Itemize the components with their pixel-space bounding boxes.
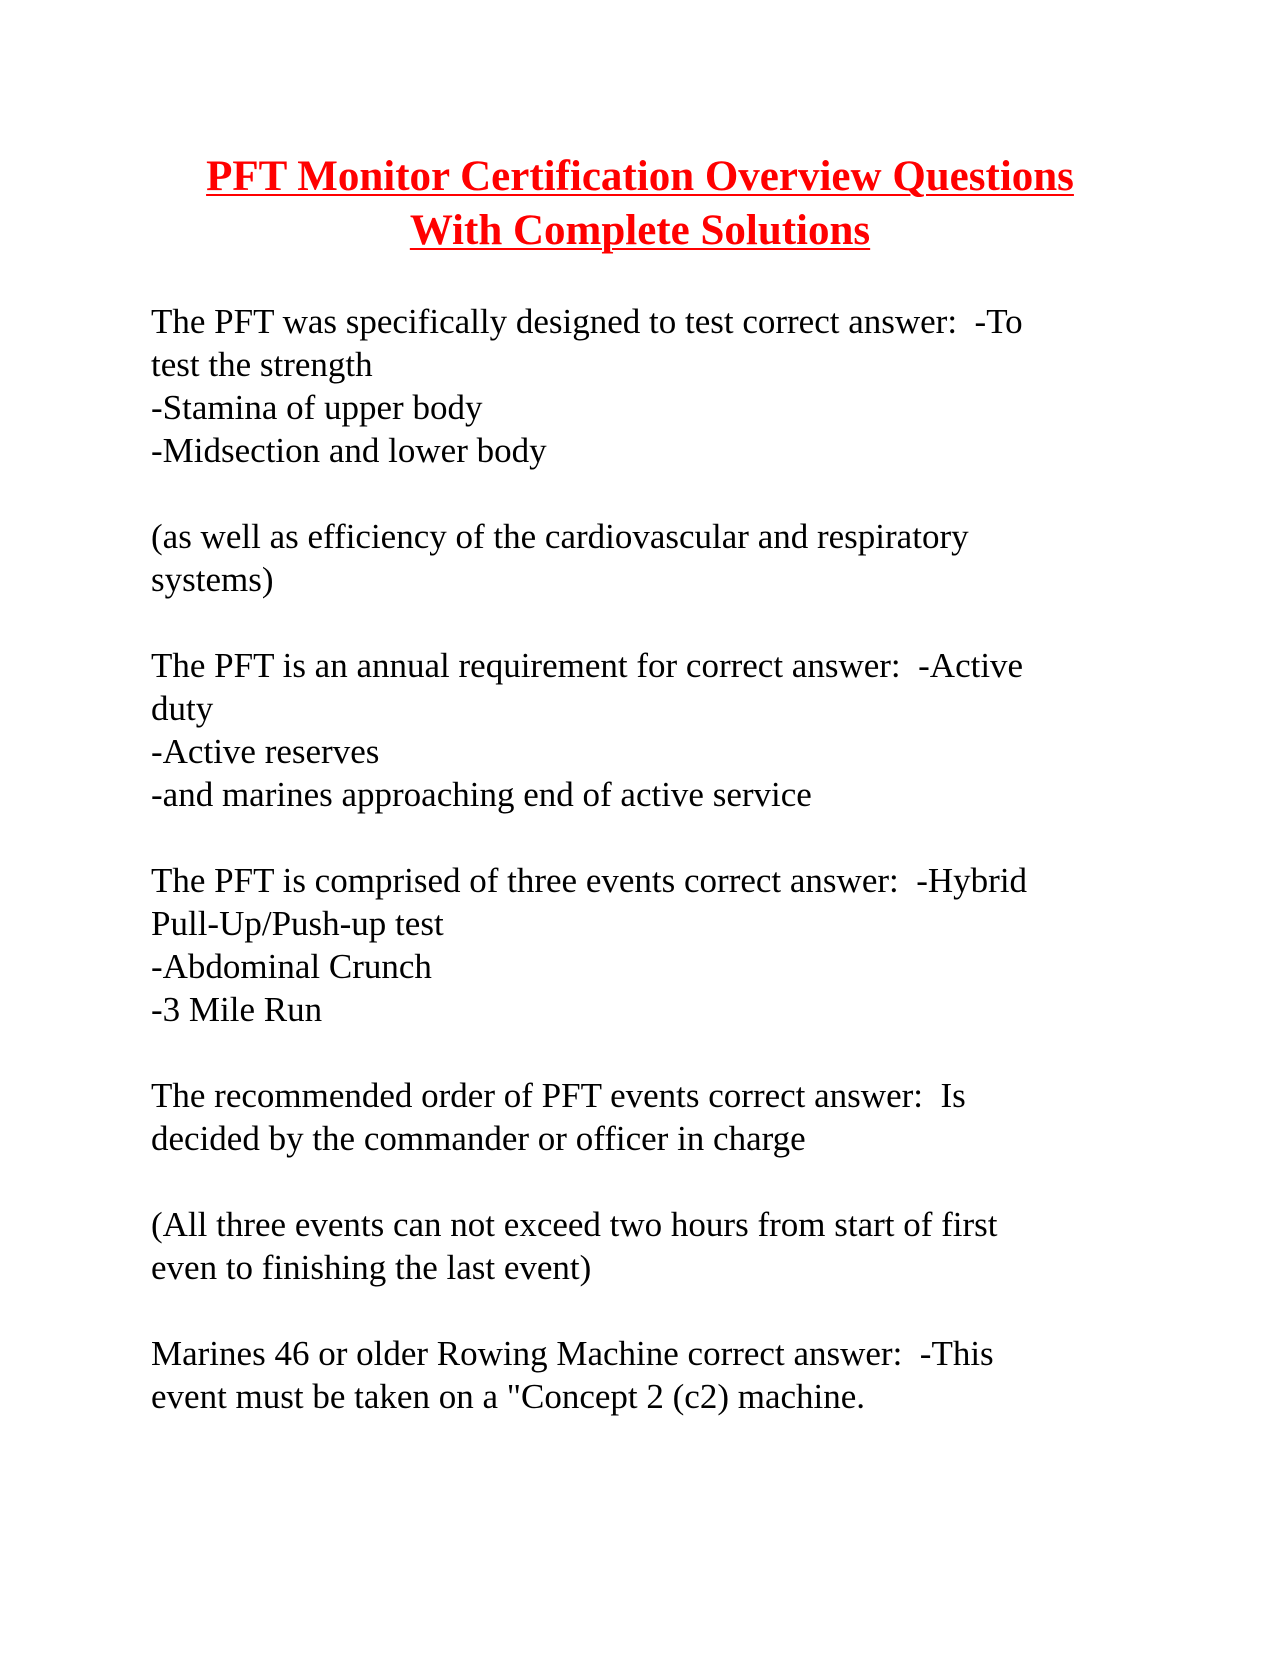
text-line: Marines 46 or older Rowing Machine correct answer: -This <box>151 1334 994 1373</box>
text-line: -Midsection and lower body <box>151 431 547 470</box>
text-line: (as well as efficiency of the cardiovascular and respiratory <box>151 517 969 556</box>
document-body <box>151 300 1111 1418</box>
document-title <box>140 150 1140 258</box>
text-line: The PFT is comprised of three events correct answer: -Hybrid <box>151 861 1028 900</box>
paragraph-pft-purpose <box>151 300 1111 472</box>
text-line: The recommended order of PFT events correct answer: Is <box>151 1076 966 1115</box>
paragraph-annual-requirement <box>151 644 1111 816</box>
text-line: The PFT is an annual requirement for correct answer: -Active <box>151 646 1024 685</box>
paragraph-spacer <box>151 472 1111 515</box>
paragraph-spacer <box>151 1160 1111 1203</box>
paragraph-spacer <box>151 816 1111 859</box>
text-line: systems) <box>151 560 274 599</box>
title-line-1: PFT Monitor Certification Overview Questions <box>206 153 1074 200</box>
text-line: even to finishing the last event) <box>151 1248 592 1287</box>
text-line: -Abdominal Crunch <box>151 947 432 986</box>
paragraph-spacer <box>151 1031 1111 1074</box>
text-line: decided by the commander or officer in charge <box>151 1119 806 1158</box>
paragraph-three-events <box>151 859 1111 1031</box>
paragraph-spacer <box>151 1289 1111 1332</box>
text-line: -and marines approaching end of active service <box>151 775 812 814</box>
paragraph-rowing-machine <box>151 1332 1111 1418</box>
text-line: The PFT was specifically designed to test correct answer: -To <box>151 302 1023 341</box>
paragraph-time-limit <box>151 1203 1111 1289</box>
text-line: -Stamina of upper body <box>151 388 483 427</box>
text-line: Pull-Up/Push-up test <box>151 904 444 943</box>
text-line: duty <box>151 689 214 728</box>
title-line-2: With Complete Solutions <box>409 207 871 254</box>
text-line: (All three events can not exceed two hours from start of first <box>151 1205 998 1244</box>
paragraph-event-order <box>151 1074 1111 1160</box>
text-line: -Active reserves <box>151 732 380 771</box>
text-line: -3 Mile Run <box>151 990 323 1029</box>
text-line: event must be taken on a "Concept 2 (c2) machine. <box>151 1377 866 1416</box>
paragraph-spacer <box>151 601 1111 644</box>
text-line: test the strength <box>151 345 373 384</box>
paragraph-cardio-note <box>151 515 1111 601</box>
